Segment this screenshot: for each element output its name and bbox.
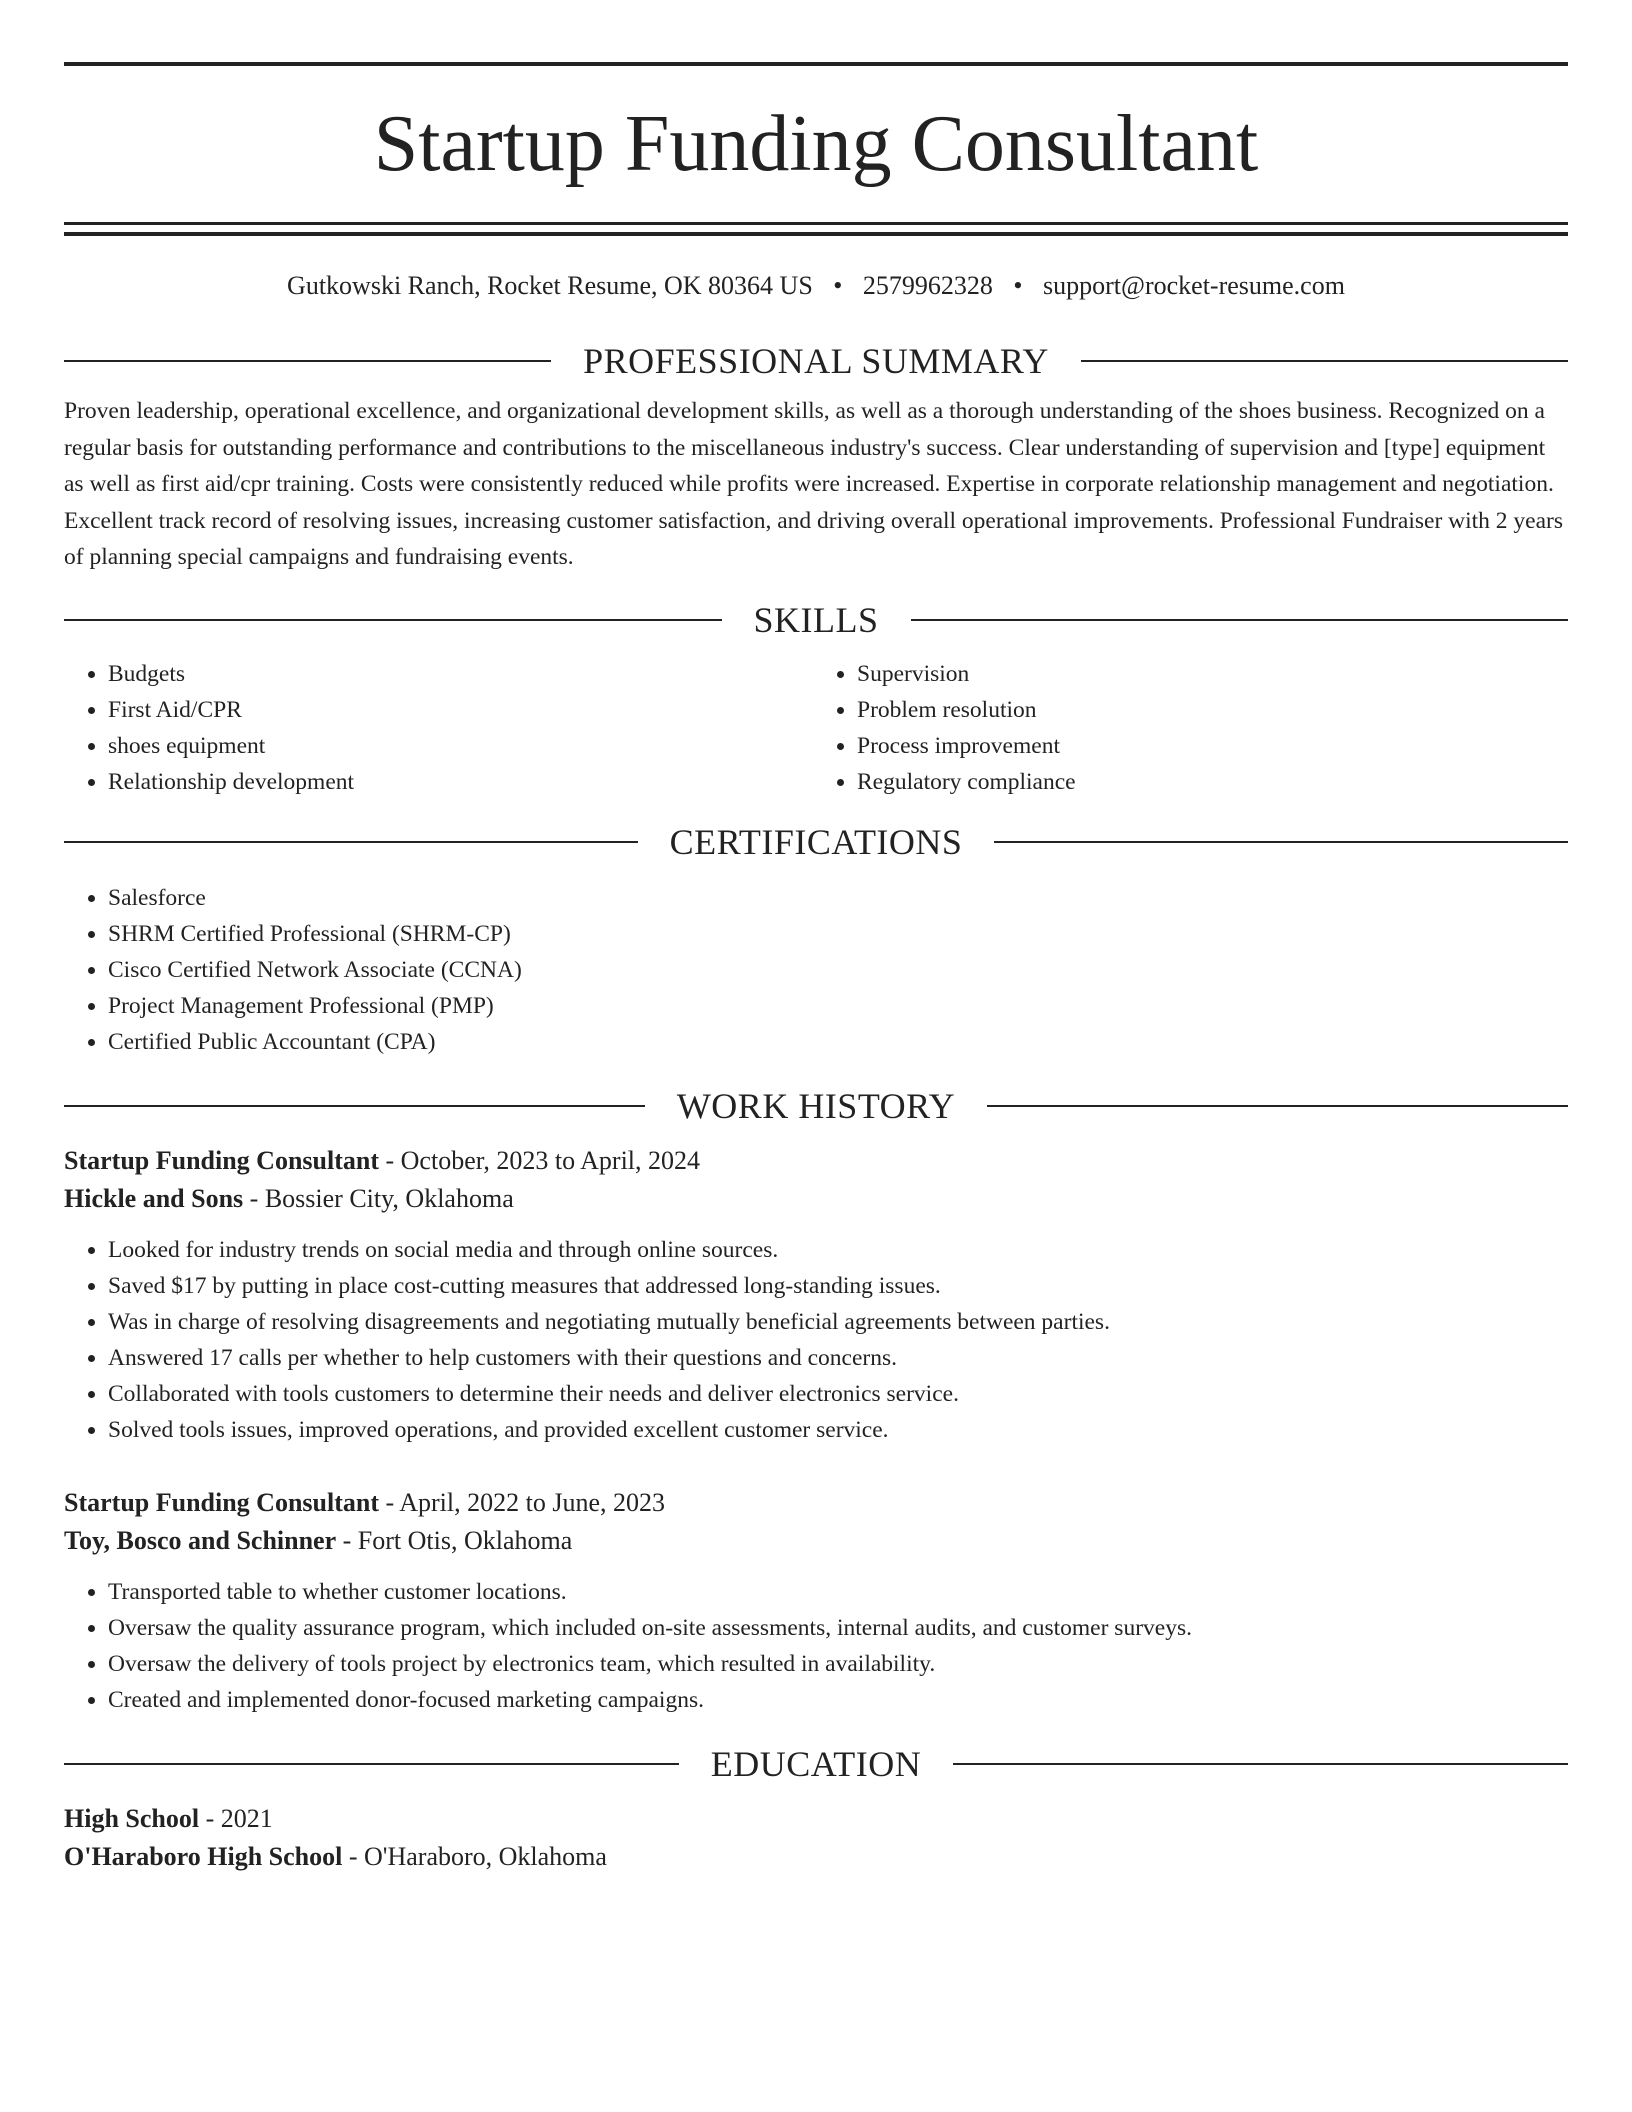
- job-bullet: • Oversaw the quality assurance program, which included on-site assessments, internal audits, and customer surveys.: [108, 1610, 1568, 1646]
- title-double-rule: [64, 222, 1568, 236]
- section-title-certifications: CERTIFICATIONS: [669, 821, 963, 862]
- contact-address: Gutkowski Ranch, Rocket Resume, OK 80364 US: [287, 271, 813, 300]
- education-degree: High School: [64, 1803, 200, 1833]
- job-title: Startup Funding Consultant: [64, 1487, 379, 1517]
- heading-rule: [994, 841, 1568, 843]
- heading-rule: [987, 1105, 1568, 1107]
- job-entry: [64, 1484, 1568, 1718]
- heading-rule: [911, 619, 1569, 621]
- education-year: - 2021: [199, 1803, 273, 1833]
- skill-item: • shoes equipment: [108, 728, 819, 764]
- summary-text: Proven leadership, operational excellence, and organizational development skills, as well as a thorough understanding of the shoes business. Recognized on a regular basis for outstanding performance and contributions to the miscellaneous industry's success. Clear understanding of supervision and [type] equipment as well as first aid/cpr training. Costs were consistently reduced while profits were increased. Expertise in corporate relationship management and negotiation. Excellent track record of resolving issues, increasing customer satisfaction, and driving overall operational improvements. Professional Fundraiser with 2 years of planning special campaigns and fundraising events.: [64, 398, 1564, 570]
- education-entry: [64, 1800, 1568, 1876]
- heading-rule: [64, 1763, 679, 1765]
- section-heading-summary: [64, 339, 1568, 383]
- section-heading-skills: [64, 598, 1568, 642]
- job-dates: - April, 2022 to June, 2023: [379, 1487, 665, 1517]
- certifications-list: [64, 880, 1568, 1060]
- skill-item: • Supervision: [857, 656, 1568, 692]
- job-title-line: [64, 1142, 1568, 1180]
- contact-line: [64, 269, 1568, 303]
- contact-email: support@rocket-resume.com: [1043, 271, 1345, 300]
- heading-rule: [953, 1763, 1568, 1765]
- certification-item: • SHRM Certified Professional (SHRM-CP): [108, 916, 1568, 952]
- job-bullets: [64, 1232, 1568, 1448]
- skill-item: • Process improvement: [857, 728, 1568, 764]
- section-title-work: WORK HISTORY: [676, 1085, 956, 1126]
- job-bullet: • Saved $17 by putting in place cost-cutting measures that addressed long-standing issues.: [108, 1268, 1568, 1304]
- certification-item: • Certified Public Accountant (CPA): [108, 1024, 1568, 1060]
- contact-phone: 2579962328: [862, 271, 993, 300]
- top-rule: [64, 62, 1568, 66]
- job-company-line: [64, 1522, 1568, 1560]
- section-heading-work: [64, 1084, 1568, 1128]
- certification-item: • Salesforce: [108, 880, 1568, 916]
- job-bullet: • Looked for industry trends on social media and through online sources.: [108, 1232, 1568, 1268]
- skill-item: • Budgets: [108, 656, 819, 692]
- page-title: Startup Funding Consultant: [373, 100, 1259, 188]
- skills-column-left: [64, 656, 819, 800]
- job-bullet: • Created and implemented donor-focused marketing campaigns.: [108, 1682, 1568, 1718]
- skill-item: • Problem resolution: [857, 692, 1568, 728]
- job-bullet: • Oversaw the delivery of tools project by electronics team, which resulted in availability.: [108, 1646, 1568, 1682]
- education-school-line: [64, 1838, 1568, 1876]
- skill-item: • Regulatory compliance: [857, 764, 1568, 800]
- education-school: O'Haraboro High School: [64, 1841, 343, 1871]
- heading-rule: [64, 1105, 645, 1107]
- skills-column-right: [819, 656, 1568, 800]
- job-title: Startup Funding Consultant: [64, 1145, 379, 1175]
- job-dates: - October, 2023 to April, 2024: [379, 1145, 701, 1175]
- job-bullet: • Solved tools issues, improved operations, and provided excellent customer service.: [108, 1412, 1568, 1448]
- contact-separator: •: [833, 271, 843, 300]
- education-degree-line: [64, 1800, 1568, 1838]
- heading-rule: [64, 619, 722, 621]
- job-company-line: [64, 1180, 1568, 1218]
- job-location: - Bossier City, Oklahoma: [243, 1183, 514, 1213]
- job-bullet: • Answered 17 calls per whether to help customers with their questions and concerns.: [108, 1340, 1568, 1376]
- job-entry: [64, 1142, 1568, 1448]
- skill-item: • First Aid/CPR: [108, 692, 819, 728]
- skills-list: [64, 656, 1568, 800]
- contact-separator: •: [1013, 271, 1023, 300]
- job-bullet: • Collaborated with tools customers to determine their needs and deliver electronics service.: [108, 1376, 1568, 1412]
- job-bullet: • Transported table to whether customer locations.: [108, 1574, 1568, 1610]
- job-company: Hickle and Sons: [64, 1183, 244, 1213]
- section-title-education: EDUCATION: [710, 1743, 922, 1784]
- job-location: - Fort Otis, Oklahoma: [336, 1525, 573, 1555]
- certification-item: • Project Management Professional (PMP): [108, 988, 1568, 1024]
- heading-rule: [1081, 360, 1568, 362]
- section-title-skills: SKILLS: [753, 599, 879, 640]
- job-bullet: • Was in charge of resolving disagreements and negotiating mutually beneficial agreements between parties.: [108, 1304, 1568, 1340]
- job-company: Toy, Bosco and Schinner: [64, 1525, 337, 1555]
- section-title-summary: PROFESSIONAL SUMMARY: [583, 341, 1049, 381]
- heading-rule: [64, 360, 551, 362]
- section-heading-education: [64, 1742, 1568, 1786]
- job-bullets: [64, 1574, 1568, 1718]
- education-location: - O'Haraboro, Oklahoma: [342, 1841, 607, 1871]
- skill-item: • Relationship development: [108, 764, 819, 800]
- section-heading-certifications: [64, 820, 1568, 864]
- job-title-line: [64, 1484, 1568, 1522]
- heading-rule: [64, 841, 638, 843]
- certification-item: • Cisco Certified Network Associate (CCNA): [108, 952, 1568, 988]
